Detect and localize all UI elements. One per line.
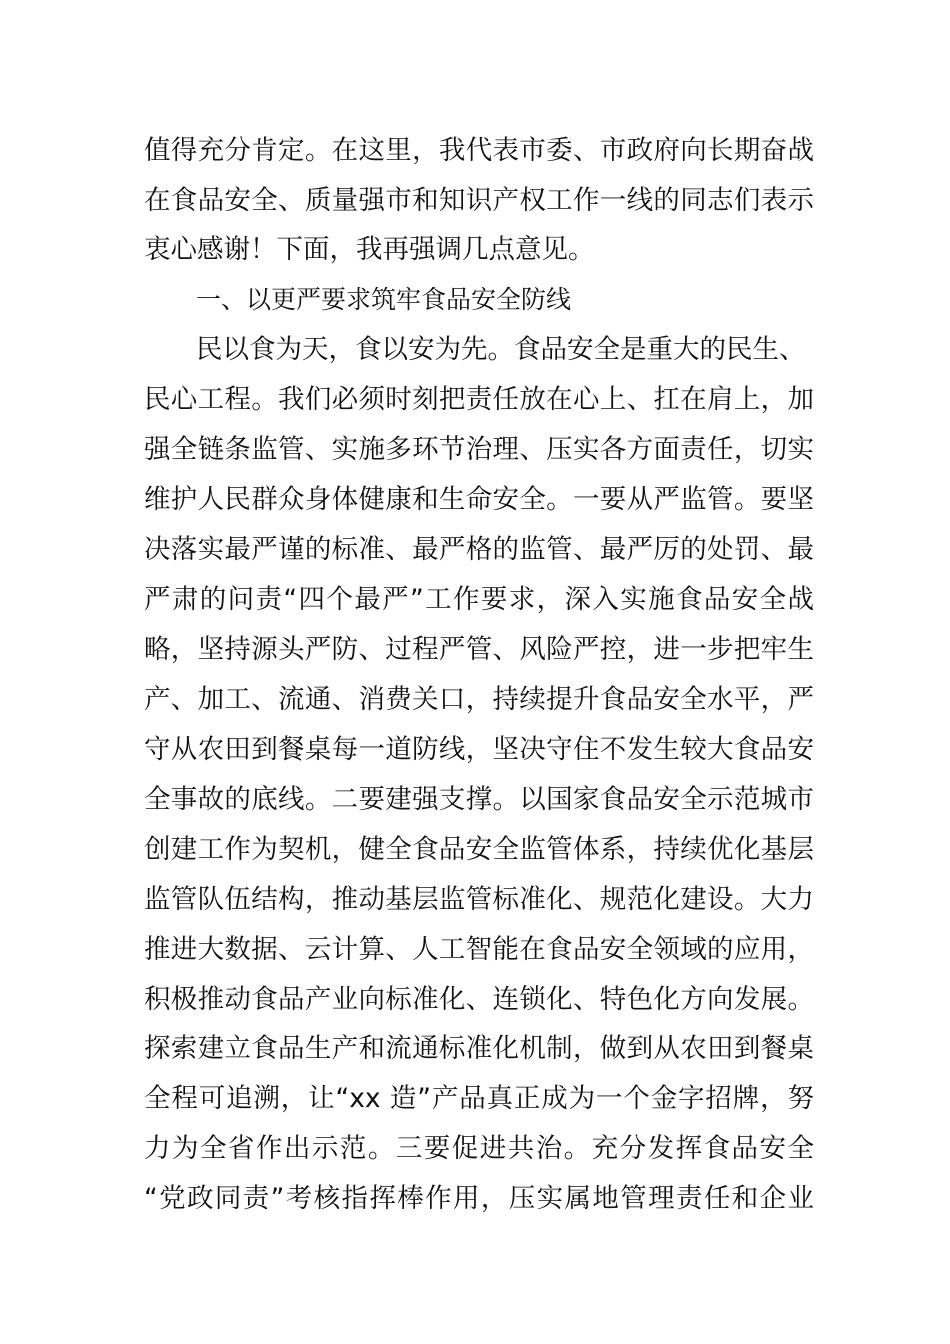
- paragraph-2-line-4: 维护人民群众身体健康和生命安全。一要从严监管。要坚: [144, 484, 814, 515]
- paragraph-1-line-2: 在食品安全、质量强市和知识产权工作一线的同志们表示: [144, 185, 814, 216]
- paragraph-2-line-13: 推进大数据、云计算、人工智能在食品安全领域的应用，: [144, 934, 814, 965]
- paragraph-2-line-2: 民心工程。我们必须时刻把责任放在心上、扛在肩上，加: [144, 384, 814, 415]
- paragraph-2-line-6: 严肃的问责“四个最严”工作要求，深入实施食品安全战: [144, 584, 814, 615]
- paragraph-1-line-3: 衷心感谢！下面，我再强调几点意见。: [144, 234, 595, 265]
- paragraph-2-line-12: 监管队伍结构，推动基层监管标准化、规范化建设。大力: [144, 884, 814, 915]
- paragraph-2-line-3: 强全链条监管、实施多环节治理、压实各方面责任，切实: [144, 434, 814, 465]
- paragraph-2-line-17: 力为全省作出示范。三要促进共治。充分发挥食品安全: [144, 1133, 814, 1164]
- paragraph-2-line-18: “党政同责”考核指挥棒作用，压实属地管理责任和企业: [144, 1183, 814, 1214]
- paragraph-2-line-8: 产、加工、流通、消费关口，持续提升食品安全水平，严: [144, 684, 814, 715]
- paragraph-2-line-5: 决落实最严谨的标准、最严格的监管、最严厉的处罚、最: [144, 534, 814, 565]
- paragraph-2-line-11: 创建工作为契机，健全食品安全监管体系，持续优化基层: [144, 834, 814, 865]
- paragraph-1-line-1: 值得充分肯定。在这里，我代表市委、市政府向长期奋战: [144, 135, 814, 166]
- paragraph-2-line-15: 探索建立食品生产和流通标准化机制，做到从农田到餐桌: [144, 1033, 814, 1064]
- paragraph-2-line-16: 全程可追溯，让“xx 造”产品真正成为一个金字招牌，努: [144, 1083, 814, 1114]
- section-heading-1: 一、以更严要求筑牢食品安全防线: [196, 285, 572, 314]
- paragraph-2-line-9: 守从农田到餐桌每一道防线，坚决守住不发生较大食品安: [144, 734, 814, 765]
- paragraph-2-line-7: 略，坚持源头严防、过程严管、风险严控，进一步把牢生: [144, 634, 814, 665]
- paragraph-2-line-14: 积极推动食品产业向标准化、连锁化、特色化方向发展。: [144, 984, 814, 1015]
- paragraph-2-line-1: 民以食为天，食以安为先。食品安全是重大的民生、: [196, 334, 806, 365]
- paragraph-2-line-10: 全事故的底线。二要建强支撑。以国家食品安全示范城市: [144, 784, 814, 815]
